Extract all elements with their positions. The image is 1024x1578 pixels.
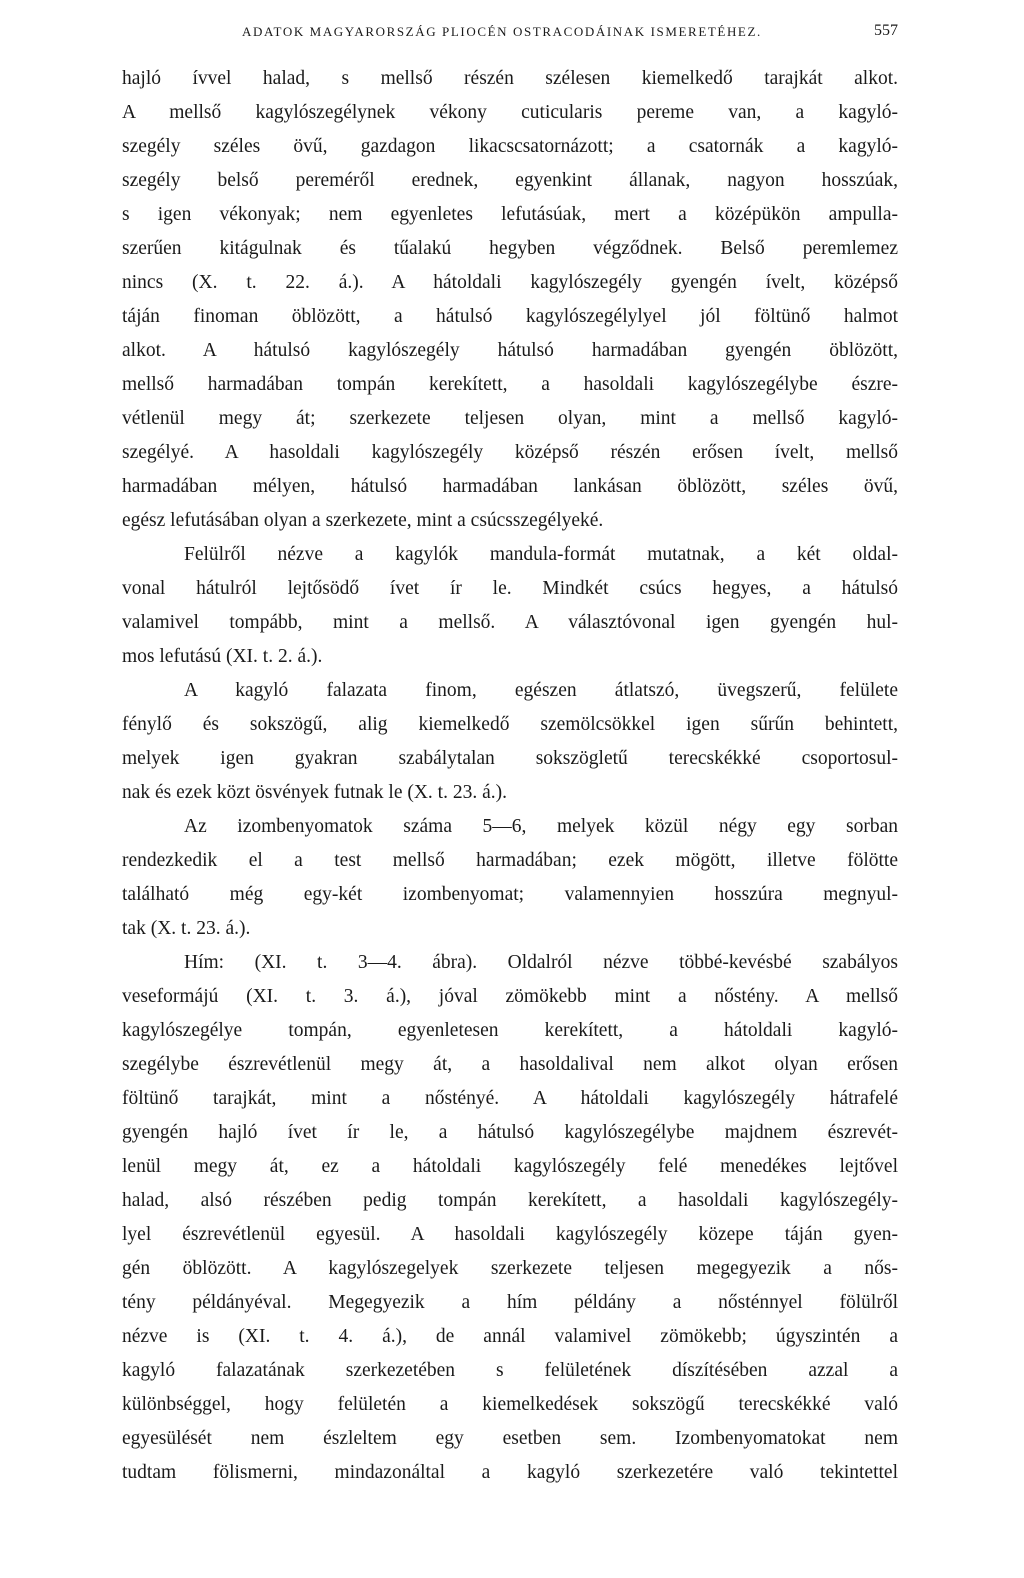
text-line: gyengén hajló ívet ír le, a hátulsó kagylószegélybe majdnem észrevét- <box>122 1122 898 1143</box>
text-line: tény példányéval. Megegyezik a hím példány a nősténnyel fölülről <box>122 1292 898 1313</box>
text-line: alkot. A hátulsó kagylószegély hátulsó harmadában gyengén öblözött, <box>122 340 898 361</box>
text-line: található még egy-két izombenyomat; valamennyien hosszúra megnyul- <box>122 884 898 905</box>
text-line: táján finoman öblözött, a hátulsó kagylószegélylyel jól föltünő halmot <box>122 306 898 327</box>
page-number: 557 <box>874 22 898 39</box>
text-line: föltünő tarajkát, mint a nőstényé. A hátoldali kagylószegély hátrafelé <box>122 1088 898 1109</box>
text-line: szegélyé. A hasoldali kagylószegély középső részén erősen ívelt, mellső <box>122 442 898 463</box>
text-line: A kagyló falazata finom, egészen átlatszó, üvegszerű, felülete <box>184 680 898 701</box>
text-line: szerűen kitágulnak és tűalakú hegyben végződnek. Belső peremlemez <box>122 238 898 259</box>
text-line: különbséggel, hogy felületén a kiemelkedések sokszögű terecskékké való <box>122 1394 898 1415</box>
text-line: szegély széles övű, gazdagon likacscsatornázott; a csatornák a kagyló- <box>122 136 898 157</box>
text-line: valamivel tompább, mint a mellső. A választóvonal igen gyengén hul- <box>122 612 898 633</box>
text-line: kagyló falazatának szerkezetében s felületének díszítésében azzal a <box>122 1360 898 1381</box>
text-line: nincs (X. t. 22. á.). A hátoldali kagylószegély gyengén ívelt, középső <box>122 272 898 293</box>
text-line: kagylószegélye tompán, egyenletesen kerekített, a hátoldali kagyló- <box>122 1020 898 1041</box>
text-line: halad, alsó részében pedig tompán kerekített, a hasoldali kagylószegély- <box>122 1190 898 1211</box>
text-line: Az izombenyomatok száma 5—6, melyek közül négy egy sorban <box>184 816 898 837</box>
text-line: lyel észrevétlenül egyesül. A hasoldali kagylószegély közepe táján gyen- <box>122 1224 898 1245</box>
text-line: rendezkedik el a test mellső harmadában; ezek mögött, illetve fölötte <box>122 850 898 871</box>
text-line: A mellső kagylószegélynek vékony cuticularis pereme van, a kagyló- <box>122 102 898 123</box>
text-line: melyek igen gyakran szabálytalan sokszögletű terecskékké csoportosul- <box>122 748 898 769</box>
text-line: gén öblözött. A kagylószegelyek szerkezete teljesen megegyezik a nős- <box>122 1258 898 1279</box>
text-line: Hím: (XI. t. 3—4. ábra). Oldalról nézve többé-kevésbé szabályos <box>184 952 898 973</box>
text-line: vonal hátulról lejtősödő ívet ír le. Mindkét csúcs hegyes, a hátulsó <box>122 578 898 599</box>
text-line: szegély belső pereméről erednek, egyenkint állanak, nagyon hosszúak, <box>122 170 898 191</box>
text-line: fénylő és sokszögű, alig kiemelkedő szemölcsökkel igen sűrűn behintett, <box>122 714 898 735</box>
text-line: egyesülését nem észleltem egy esetben sem. Izombenyomatokat nem <box>122 1428 898 1449</box>
text-line: tak (X. t. 23. á.). <box>122 918 251 939</box>
text-line: vétlenül megy át; szerkezete teljesen olyan, mint a mellső kagyló- <box>122 408 898 429</box>
text-line: Felülről nézve a kagylók mandula-formát mutatnak, a két oldal- <box>184 544 898 565</box>
text-line: s igen vékonyak; nem egyenletes lefutásúak, mert a középükön ampulla- <box>122 204 898 225</box>
body-text <box>122 62 898 1490</box>
text-line: harmadában mélyen, hátulsó harmadában lankásan öblözött, széles övű, <box>122 476 898 497</box>
text-line: szegélybe észrevétlenül megy át, a hasoldalival nem alkot olyan erősen <box>122 1054 898 1075</box>
text-line: nak és ezek közt ösvények futnak le (X. t. 23. á.). <box>122 782 507 803</box>
text-line: hajló ívvel halad, s mellső részén szélesen kiemelkedő tarajkát alkot. <box>122 68 898 89</box>
text-line: veseformájú (XI. t. 3. á.), jóval zömökebb mint a nőstény. A mellső <box>122 986 898 1007</box>
text-line: lenül megy át, ez a hátoldali kagylószegély felé menedékes lejtővel <box>122 1156 898 1177</box>
text-line: mos lefutású (XI. t. 2. á.). <box>122 646 323 667</box>
page <box>122 0 898 1483</box>
text-line: tudtam fölismerni, mindazonáltal a kagyló szerkezetére való tekintettel <box>122 1462 898 1483</box>
running-title: ADATOK MAGYARORSZÁG PLIOCÉN OSTRACODÁINAK ISMERETÉHEZ. <box>242 24 762 39</box>
text-line: mellső harmadában tompán kerekített, a hasoldali kagylószegélybe észre- <box>122 374 898 395</box>
text-line: nézve is (XI. t. 4. á.), de annál valamivel zömökebb; úgyszintén a <box>122 1326 898 1347</box>
text-line: egész lefutásában olyan a szerkezete, mint a csúcsszegélyeké. <box>122 510 604 531</box>
running-header <box>122 0 898 60</box>
